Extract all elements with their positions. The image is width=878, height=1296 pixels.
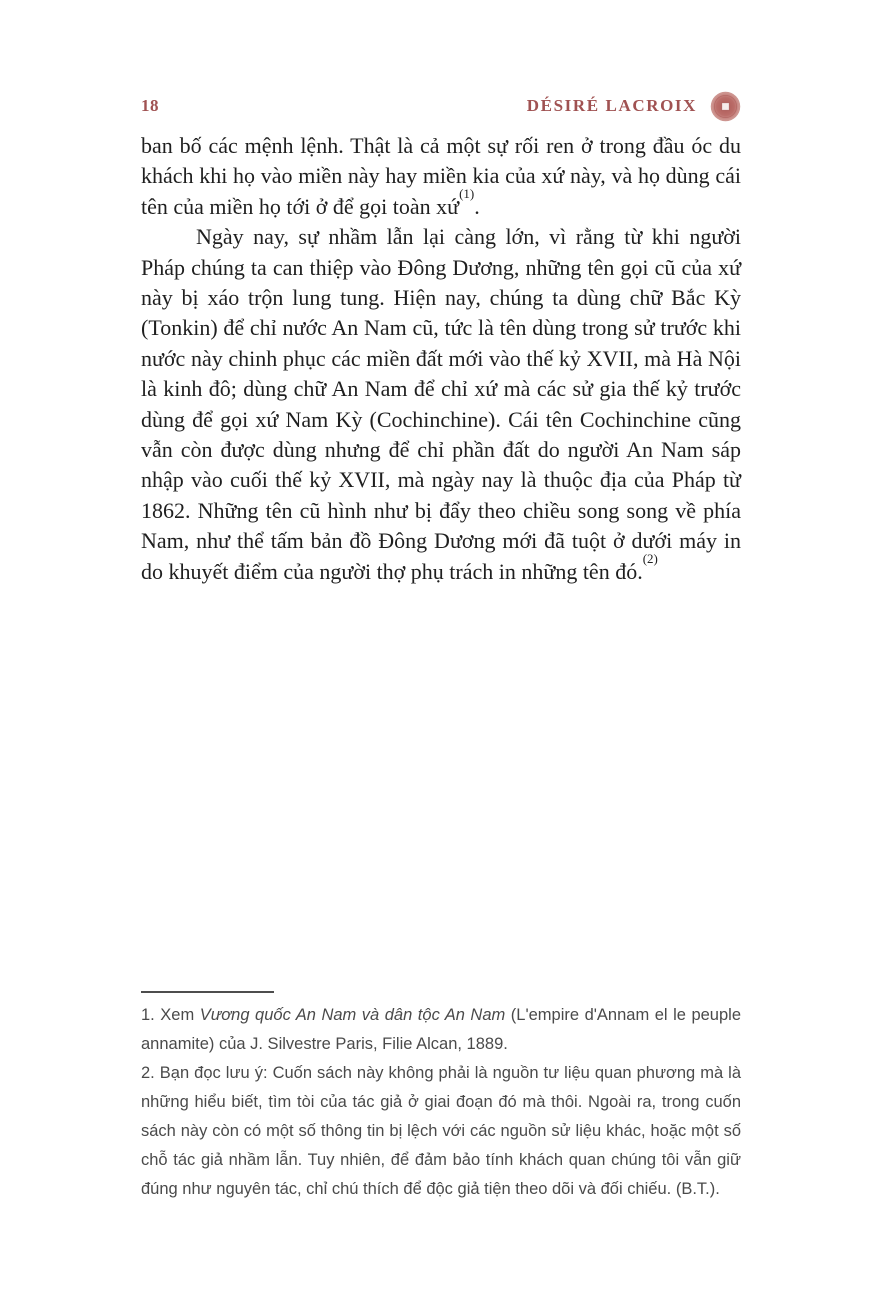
page-header (141, 88, 741, 124)
running-author: DÉSIRÉ LACROIX (526, 96, 697, 115)
paragraph-text: Ngày nay, sự nhầm lẫn lại càng lớn, vì rằng từ khi người Pháp chúng ta can thiệp vào Đông Dương, những tên gọi cũ của xứ này bị xáo trộn lung tung. Hiện nay, chúng ta dùng chữ Bắc Kỳ (Tonkin) để chỉ nước An Nam cũ, tức là tên dùng trong sử trước khi nước này chinh phục các miền đất mới vào thế kỷ XVII, mà Hà Nội là kinh đô; dùng chữ An Nam để chỉ xứ mà các sử gia thế kỷ trước dùng để gọi xứ Nam Kỳ (Cochinchine). Cái tên Cochinchine cũng vẫn còn được dùng nhưng để chỉ phần đất do người An Nam sáp nhập vào cuối thế kỷ XVII, mà ngày nay là thuộc địa của Pháp từ 1862. Những tên cũ hình như bị đẩy theo chiều song song về phía Nam, như thể tấm bản đồ Đông Dương mới đã tuột ở dưới máy in do khuyết điểm của người thợ phụ trách in những tên đó. (141, 224, 741, 584)
paragraph (141, 222, 741, 587)
coin-icon (710, 91, 741, 122)
running-head (527, 91, 741, 122)
footnote-1-book-title: Vương quốc An Nam và dân tộc An Nam (199, 1006, 506, 1024)
footnote-1 (141, 1001, 741, 1059)
paragraph-tail: . (474, 193, 480, 219)
paragraph (141, 131, 741, 222)
page-body (141, 131, 741, 587)
footnote-1-prefix: 1. Xem (141, 1006, 200, 1024)
footnotes-section (141, 991, 741, 1204)
footnote-ref-1: (1) (459, 186, 475, 202)
paragraph-text: ban bố các mệnh lệnh. Thật là cả một sự rối ren ở trong đầu óc du khách khi họ vào miền này hay miền kia của xứ này, và họ dùng cái tên của miền họ tới ở để gọi toàn xứ (141, 133, 741, 219)
footnote-2: 2. Bạn đọc lưu ý: Cuốn sách này không phải là nguồn tư liệu quan phương mà là những hiểu biết, tìm tòi của tác giả ở giai đoạn đó mà thôi. Ngoài ra, trong cuốn sách này còn có một số thông tin bị lệch với các nguồn sử liệu khác, hoặc một số chỗ tác giả nhầm lẫn. Tuy nhiên, để đảm bảo tính khách quan chúng tôi vẫn giữ đúng như nguyên tác, chỉ chú thích để độc giả tiện theo dõi và đối chiếu. (B.T.). (141, 1064, 741, 1198)
footnote-1-rest: (L'empire d'Annam el le peuple annamite) của J. Silvestre Paris, Filie Alcan, 1889. (141, 1006, 741, 1053)
footnote-ref-2: (2) (642, 551, 658, 567)
page-number: 18 (141, 96, 159, 115)
footnote-divider (141, 991, 274, 993)
